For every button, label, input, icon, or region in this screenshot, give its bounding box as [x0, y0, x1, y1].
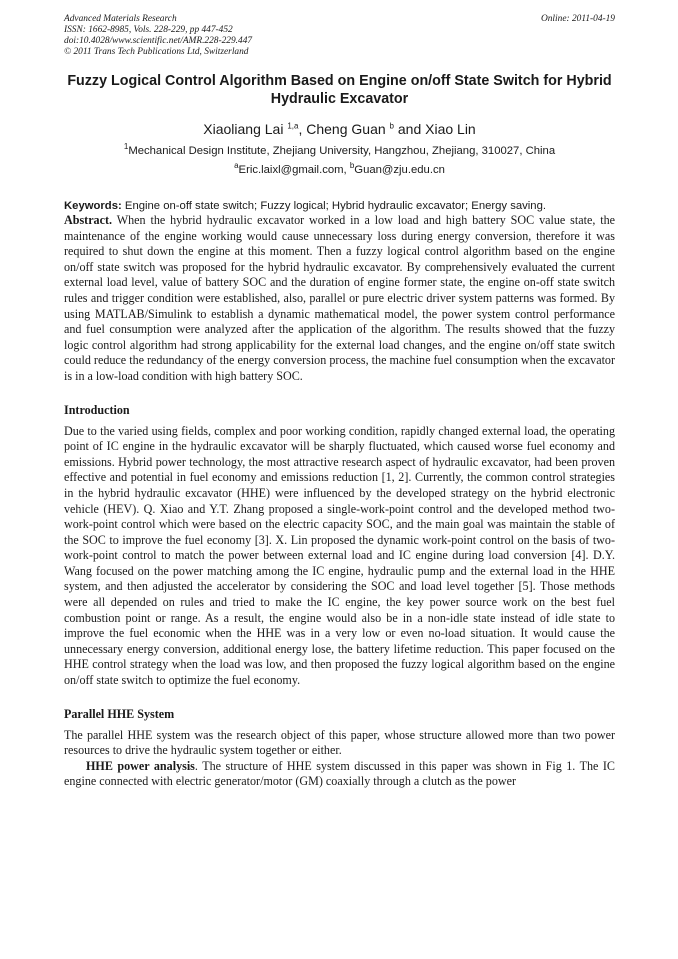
- affiliation: [64, 144, 615, 158]
- paper-page: [64, 14, 615, 790]
- introduction-paragraph: Due to the varied using fields, complex and poor working condition, rapidly changed external load, the operating point of IC engine in the hydraulic excavator will be sharply fluctuated, which caused worse fuel economy and emissions. Hybrid power technology, the most attractive research aspect of hydraulic excavator, had been proven effective and potential in fuel economy and emissions reduction [1, 2]. Currently, the common control strategies in the hybrid hydraulic excavator (HHE) were influenced by the developed strategy on the hybrid electronic vehicle (HEV). Q. Xiao and Y.T. Zhang proposed a single-work-point control and the developed method two-work-point control which were based on the electric capacity SOC, and the main goal was maintain the stable of the SOC to improve the fuel economy [3]. X. Lin proposed the dynamic work-point control on the basis of two-work-point control to match the power between external load and IC engine during load conversion [4]. D.Y. Wang focused on the power matching among the IC engine, hydraulic pump and the external load in the HHE system, and then adjusted the accelerator by considering the SOC and load level together [5]. Those methods were all depended on rules and tried to make the IC engine, the key power source work on the best fuel combustion point or range. As a result, the engine would also be in a non-idle state instead of idle state to improve the fuel economic when the HHE was in a very low or even no-load situation. It would cause the unnecessary energy conversion, additional energy lose, the battery lifetime reduction. This paper focused on the HHE control strategy when the load was low, and then proposed the fuzzy logical algorithm based on the engine on/off state switch to optimize the fuel economy.: [64, 423, 615, 688]
- section-heading: Introduction: [64, 402, 130, 417]
- run-in-heading: HHE power analysis: [86, 758, 195, 773]
- affiliation-text: Mechanical Design Institute, Zhejiang University, Hangzhou, Zhejiang, 310027, China: [128, 145, 556, 157]
- section-heading: Parallel HHE System: [64, 706, 175, 721]
- doi-line: doi:10.4028/www.scientific.net/AMR.228-229.447: [64, 36, 253, 46]
- keywords: [64, 199, 615, 213]
- abstract: [64, 213, 615, 385]
- power-analysis-text: . The structure of HHE system discussed in this paper was shown in Fig 1. The IC engine connected with electric generator/motor (GM) coaxially through a clutch as the power: [64, 758, 615, 789]
- power-analysis-paragraph: [64, 759, 615, 790]
- issn-line: ISSN: 1662-8985, Vols. 228-229, pp 447-452: [64, 25, 233, 35]
- keywords-text: Engine on-off state switch; Fuzzy logical; Hybrid hydraulic excavator; Energy saving.: [121, 200, 547, 212]
- email-superscript: b: [349, 161, 355, 171]
- journal-name: Advanced Materials Research: [64, 14, 177, 24]
- abstract-text: When the hybrid hydraulic excavator worked in a low load and high battery SOC value state, the maintenance of the engine working would cause unnecessary loss during energy conversion, therefore it was required to shut down the engine at this moment. Then a fuzzy logical control algorithm based on the engine on/off state switch was proposed for the hybrid hydraulic excavator. By comprehensively evaluated the current external load level, value of battery SOC and the duration of engine former state, the engine on-off state switch rules and trigger condition were established, also, parallel or pure electric driver system patterns was formed. By using MATLAB/Simulink to establish a dynamic mathematical model, the power system control performance and fuel consumption were analyzed after the application of the algorithm. The results showed that the fuzzy logic control algorithm had strong applicability for the external load changes, and the engine on/off state switch could reduce the redundancy of the energy conversion process, the machine fuel consumption when the excavator is in a low-load condition with high battery SOC.: [64, 213, 615, 383]
- author-name: , Cheng Guan: [298, 121, 386, 137]
- email-link[interactable]: Guan@zju.edu.cn: [354, 164, 445, 176]
- copyright-line: © 2011 Trans Tech Publications Ltd, Switzerland: [64, 47, 249, 57]
- author-emails: [64, 163, 615, 177]
- online-date: Online: 2011-04-19: [540, 14, 615, 24]
- paper-title: Fuzzy Logical Control Algorithm Based on Engine on/off State Switch for Hybrid Hydraulic Excavator: [67, 73, 612, 107]
- journal-header: [64, 14, 615, 58]
- affiliation-superscript: 1: [123, 142, 129, 152]
- email-link[interactable]: Eric.laixl@gmail.com,: [238, 164, 350, 176]
- author-name: Xiaoliang Lai: [203, 121, 284, 137]
- author-superscript: 1,a: [287, 121, 299, 131]
- keywords-label: Keywords:: [64, 200, 122, 212]
- email-superscript: a: [234, 161, 239, 171]
- abstract-label: Abstract.: [64, 213, 113, 227]
- author-name: and Xiao Lin: [393, 121, 476, 137]
- parallel-paragraph: The parallel HHE system was the research object of this paper, whose structure allowed more than two power resources to drive the hydraulic system together or either.: [64, 727, 615, 758]
- author-superscript: b: [389, 121, 394, 131]
- author-line: [64, 120, 615, 138]
